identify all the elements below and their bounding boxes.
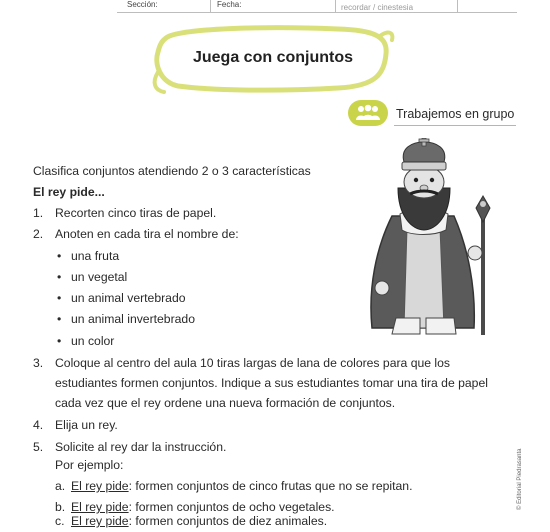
bullet-dot: • — [57, 270, 62, 284]
example-underlined: El rey pide — [71, 500, 129, 514]
step-number: 5. — [33, 440, 44, 454]
header-divider — [457, 0, 458, 12]
page-title: Juega con conjuntos — [192, 49, 353, 66]
header-strip — [117, 0, 517, 14]
example-rest: : formen conjuntos de cinco frutas que no se repitan. — [128, 479, 413, 493]
intro-text: Clasifica conjuntos atendiendo 2 o 3 características — [33, 164, 311, 178]
step-text: Coloque al centro del aula 10 tiras largas de lana de colores para que los — [55, 356, 450, 370]
subtitle: El rey pide... — [33, 185, 105, 199]
group-badge — [346, 100, 516, 128]
fecha-label: Fecha: — [217, 0, 242, 9]
group-badge-label: Trabajemos en grupo — [396, 107, 515, 121]
header-divider — [210, 0, 211, 12]
bullet-text: un vegetal — [71, 270, 128, 284]
step-subtext: Por ejemplo: — [55, 458, 124, 472]
group-people-icon — [355, 104, 381, 122]
example-rest: : formen conjuntos de ocho vegetales. — [128, 500, 335, 514]
example-text — [71, 476, 412, 497]
group-badge-underline — [394, 125, 516, 126]
step-text: Anoten en cada tira el nombre de: — [55, 227, 239, 241]
step-number: 1. — [33, 206, 44, 220]
header-divider — [335, 0, 336, 12]
robe-trim — [392, 318, 420, 334]
step-number: 4. — [33, 418, 44, 432]
step-text: Recorten cinco tiras de papel. — [55, 206, 217, 220]
header-rule — [117, 12, 517, 13]
bullet-text: una fruta — [71, 249, 120, 263]
example-rest: : formen conjuntos de diez animales. — [128, 514, 328, 528]
example-letter: a. — [55, 479, 66, 493]
bullet-dot: • — [57, 334, 62, 348]
king-tunic — [404, 228, 444, 328]
king-hand — [468, 246, 482, 260]
bullet-dot: • — [57, 291, 62, 305]
step-text: estudiantes formen conjuntos. Indique a sus estudiantes tomar una tira de papel — [55, 376, 488, 390]
bullet-dot: • — [57, 249, 62, 263]
step-text: Solicite al rey dar la instrucción. — [55, 440, 227, 454]
step-text: Elija un rey. — [55, 418, 118, 432]
scepter-head — [476, 196, 490, 222]
example-underlined: El rey pide — [71, 479, 129, 493]
example-letter: c. — [55, 514, 65, 528]
example-underlined: El rey pide — [71, 514, 129, 528]
bullet-text: un animal vertebrado — [71, 291, 186, 305]
group-bubble — [348, 100, 388, 126]
king-illustration — [362, 138, 502, 343]
seccion-label: Sección: — [127, 0, 158, 9]
example-letter: b. — [55, 500, 66, 514]
bullet-text: un animal invertebrado — [71, 312, 195, 326]
scepter-gem — [480, 201, 486, 207]
example-text — [71, 511, 327, 532]
title-banner — [148, 24, 398, 96]
step-number: 3. — [33, 356, 44, 370]
crown-band — [402, 162, 446, 170]
step-text: cada vez que el rey ordene una nueva formación de conjuntos. — [55, 396, 396, 410]
king-hand — [375, 281, 389, 295]
bullet-dot: • — [57, 312, 62, 326]
copyright-notice: © Editorial Piedrasanta — [517, 448, 523, 510]
robe-trim — [426, 318, 456, 334]
header-faint-text: recordar / cinestesia — [341, 3, 414, 12]
scepter-staff — [481, 213, 485, 335]
step-number: 2. — [33, 227, 44, 241]
bullet-text: un color — [71, 334, 115, 348]
